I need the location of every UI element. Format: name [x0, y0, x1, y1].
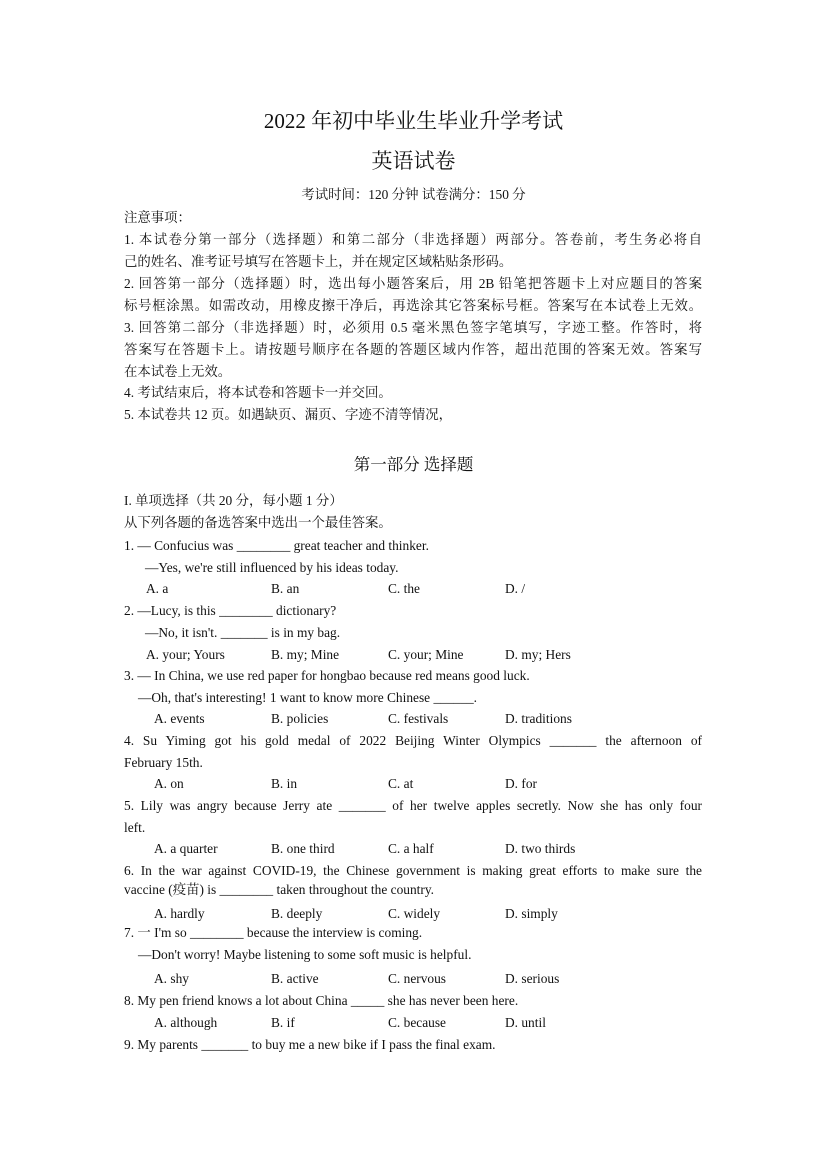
exam-info: 考试时间：120 分钟 试卷满分：150 分: [301, 187, 526, 202]
section-title: 第一部分 选择题: [353, 455, 474, 474]
exam-title: 2022 年初中毕业生毕业升学考试: [263, 109, 564, 133]
question-stem: 4. Su Yiming got his gold medal of 2022 Beijing Winter Olympics _______ the afternoon of: [124, 733, 702, 748]
notes-line: 3. 回答第二部分（非选择题）时，必须用 0.5 毫米黑色签字笔填写，字迹工整。作答时，将: [124, 320, 702, 335]
option-d: D. simply: [505, 906, 558, 921]
option-b: B. one third: [271, 841, 335, 856]
option-d: D. serious: [505, 971, 560, 986]
notes-line: 标号框涂黑。如需改动，用橡皮擦干净后，再选涂其它答案标号框。答案写在本试卷上无效。: [124, 298, 702, 313]
question-stem: left.: [124, 820, 146, 835]
notes-line: 答案写在答题卡上。请按题号顺序在各题的答题区域内作答，超出范围的答案无效。答案写: [124, 342, 702, 357]
option-b: B. deeply: [271, 906, 323, 921]
question-stem: —No, it isn't. _______ is in my bag.: [145, 625, 341, 640]
notes-line: 2. 回答第一部分（选择题）时，选出每小题答案后，用 2B 铅笔把答题卡上对应题目的答案: [124, 276, 702, 291]
notes-line: 己的姓名、准考证号填写在答题卡上，并在规定区域粘贴条形码。: [124, 254, 513, 269]
question-stem: 1. — Confucius was ________ great teacher and thinker.: [124, 538, 429, 553]
notes-line: 1. 本试卷分第一部分（选择题）和第二部分（非选择题）两部分。答卷前，考生务必将自: [124, 232, 702, 247]
notes-line: 5. 本试卷共 12 页。如遇缺页、漏页、字迹不清等情况，: [124, 407, 453, 422]
option-c: C. your; Mine: [388, 647, 464, 662]
notes-line: 4. 考试结束后，将本试卷和答题卡一并交回。: [124, 385, 392, 400]
notes-line: 在本试卷上无效。: [124, 364, 232, 379]
question-stem: —Yes, we're still influenced by his ideas today.: [145, 560, 399, 575]
question-stem: 6. In the war against COVID-19, the Chinese government is making great efforts to make sure the: [124, 863, 702, 878]
option-a: A. your; Yours: [146, 647, 225, 662]
option-a: A. a: [146, 581, 169, 596]
option-c: C. at: [388, 776, 414, 791]
option-a: A. on: [154, 776, 184, 791]
option-b: B. my; Mine: [271, 647, 340, 662]
question-stem: —Don't worry! Maybe listening to some soft music is helpful.: [138, 947, 472, 962]
option-b: B. policies: [271, 711, 329, 726]
notes-heading: 注意事项：: [124, 210, 191, 225]
option-b: B. active: [271, 971, 319, 986]
option-a: A. although: [154, 1015, 218, 1030]
option-c: C. a half: [388, 841, 434, 856]
part-heading: I. 单项选择（共 20 分，每小题 1 分）: [124, 493, 343, 508]
option-a: A. hardly: [154, 906, 205, 921]
option-c: C. widely: [388, 906, 441, 921]
option-d: D. /: [505, 581, 526, 596]
option-d: D. for: [505, 776, 537, 791]
option-a: A. events: [154, 711, 205, 726]
question-stem: 2. —Lucy, is this ________ dictionary?: [124, 603, 337, 618]
option-d: D. traditions: [505, 711, 572, 726]
question-stem: February 15th.: [124, 755, 203, 770]
option-d: D. two thirds: [505, 841, 576, 856]
option-a: A. shy: [154, 971, 189, 986]
option-b: B. an: [271, 581, 300, 596]
option-b: B. in: [271, 776, 298, 791]
question-stem: —Oh, that's interesting! 1 want to know more Chinese ______.: [138, 690, 477, 705]
option-b: B. if: [271, 1015, 295, 1030]
part-instruction: 从下列各题的备选答案中选出一个最佳答案。: [124, 515, 392, 530]
question-stem: 3. — In China, we use red paper for hongbao because red means good luck.: [124, 668, 530, 683]
option-a: A. a quarter: [154, 841, 218, 856]
question-stem: vaccine (疫苗) is ________ taken throughout the country.: [124, 882, 435, 897]
question-stem: 9. My parents _______ to buy me a new bike if I pass the final exam.: [124, 1037, 496, 1052]
option-d: D. until: [505, 1015, 546, 1030]
question-stem: 7. 一 I'm so ________ because the interview is coming.: [124, 925, 423, 940]
option-c: C. the: [388, 581, 420, 596]
question-stem: 8. My pen friend knows a lot about China _____ she has never been here.: [124, 993, 519, 1008]
option-c: C. festivals: [388, 711, 449, 726]
option-d: D. my; Hers: [505, 647, 571, 662]
exam-subtitle: 英语试卷: [371, 149, 456, 173]
option-c: C. because: [388, 1015, 447, 1030]
question-stem: 5. Lily was angry because Jerry ate _______ of her twelve apples secretly. Now she has only four: [124, 798, 702, 813]
option-c: C. nervous: [388, 971, 447, 986]
